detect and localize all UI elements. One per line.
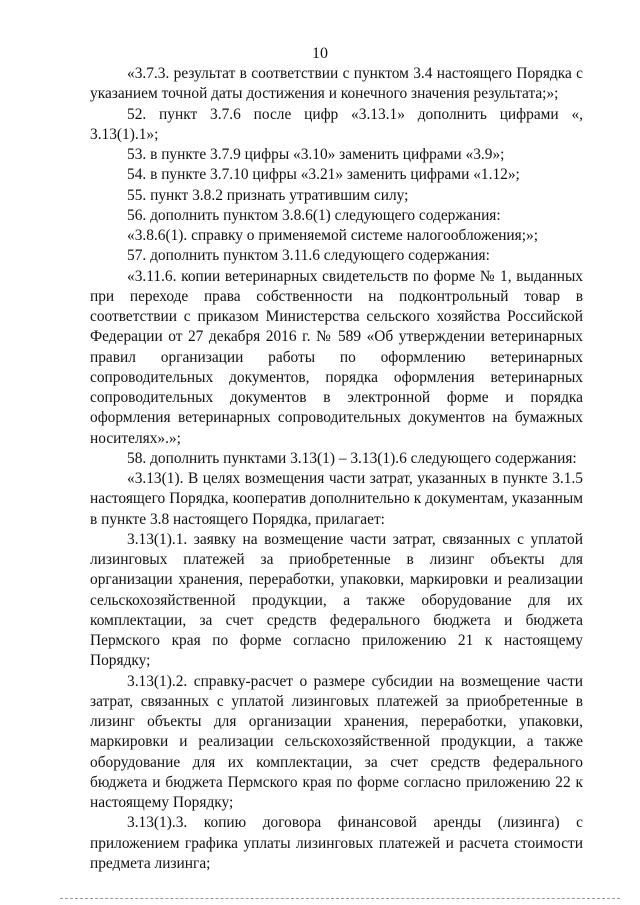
bottom-divider [60, 898, 620, 899]
page-number: 10 [312, 45, 328, 62]
paragraph-item-56: 56. дополнить пунктом 3.8.6(1) следующего содержания: [127, 206, 501, 224]
document-body [90, 64, 583, 874]
paragraph-3-7-3: «3.7.3. результат в соответствии с пунктом 3.4 настоящего Порядка с указанием точной даты достижения и конечного значения результата;»; [90, 65, 583, 103]
paragraph-3-13-1-3: 3.13(1).3. копию договора финансовой аренды (лизинга) с приложением графика уплаты лизинговых платежей и расчета стоимости предмета лизинга; [90, 814, 583, 872]
paragraph-item-54: 54. в пункте 3.7.10 цифры «3.21» заменить цифрами «1.12»; [127, 166, 520, 184]
paragraph-item-53: 53. в пункте 3.7.9 цифры «3.10» заменить цифрами «3.9»; [127, 146, 505, 163]
paragraph-item-55: 55. пункт 3.8.2 признать утратившим силу; [127, 186, 409, 204]
paragraph-item-52: 52. пункт 3.7.6 после цифр «3.13.1» дополнить цифрами «, 3.13(1).1»; [90, 105, 583, 143]
paragraph-3-8-6-1: «3.8.6(1). справку о применяемой системе налогообложения;»; [127, 227, 538, 244]
paragraph-item-57: 57. дополнить пунктом 3.11.6 следующего содержания: [127, 247, 490, 265]
paragraph-3-11-6: «3.11.6. копии ветеринарных свидетельств по форме № 1, выданных при переходе права собственности на подконтрольный товар в соответствии с приказом Министерства сельского хозяйства Российской Федерации от 27 декабря 2016 г. № 589 «Об утверждении ветеринарных правил организации работы по оформлению ветеринарных сопроводительных документов, порядка оформления ветеринарных сопроводительных документов в электронной форме и порядка оформления ветеринарных сопроводительных документов на бумажных носителях».»; [90, 267, 583, 447]
paragraph-3-13-1-1: 3.13(1).1. заявку на возмещение части затрат, связанных с уплатой лизинговых платежей за приобретенные в лизинг объекты для организации хранения, переработки, упаковки, маркировки и реализации сельскохозяйственной продукции, а также оборудование для их комплектации, за счет средств федерального бюджета и бюджета Пермского края по форме согласно приложению 21 к настоящему Порядку; [90, 530, 583, 670]
paragraph-item-58: 58. дополнить пунктами 3.13(1) – 3.13(1).6 следующего содержания: [127, 449, 577, 467]
paragraph-3-13-1: «3.13(1). В целях возмещения части затрат, указанных в пункте 3.1.5 настоящего Порядка, кооператив дополнительно к документам, указанным в пункте 3.8 настоящего Порядка, прилагает: [90, 470, 583, 528]
paragraph-3-13-1-2: 3.13(1).2. справку-расчет о размере субсидии на возмещение части затрат, связанных с уплатой лизинговых платежей за приобретенные в лизинг объекты для организации хранения, переработки, упаковки, маркировки и реализации сельскохозяйственной продукции, а также оборудование для их комплектации, за счет средств федерального бюджета и бюджета Пермского края по форме согласно приложению 22 к настоящему Порядку; [90, 672, 583, 811]
